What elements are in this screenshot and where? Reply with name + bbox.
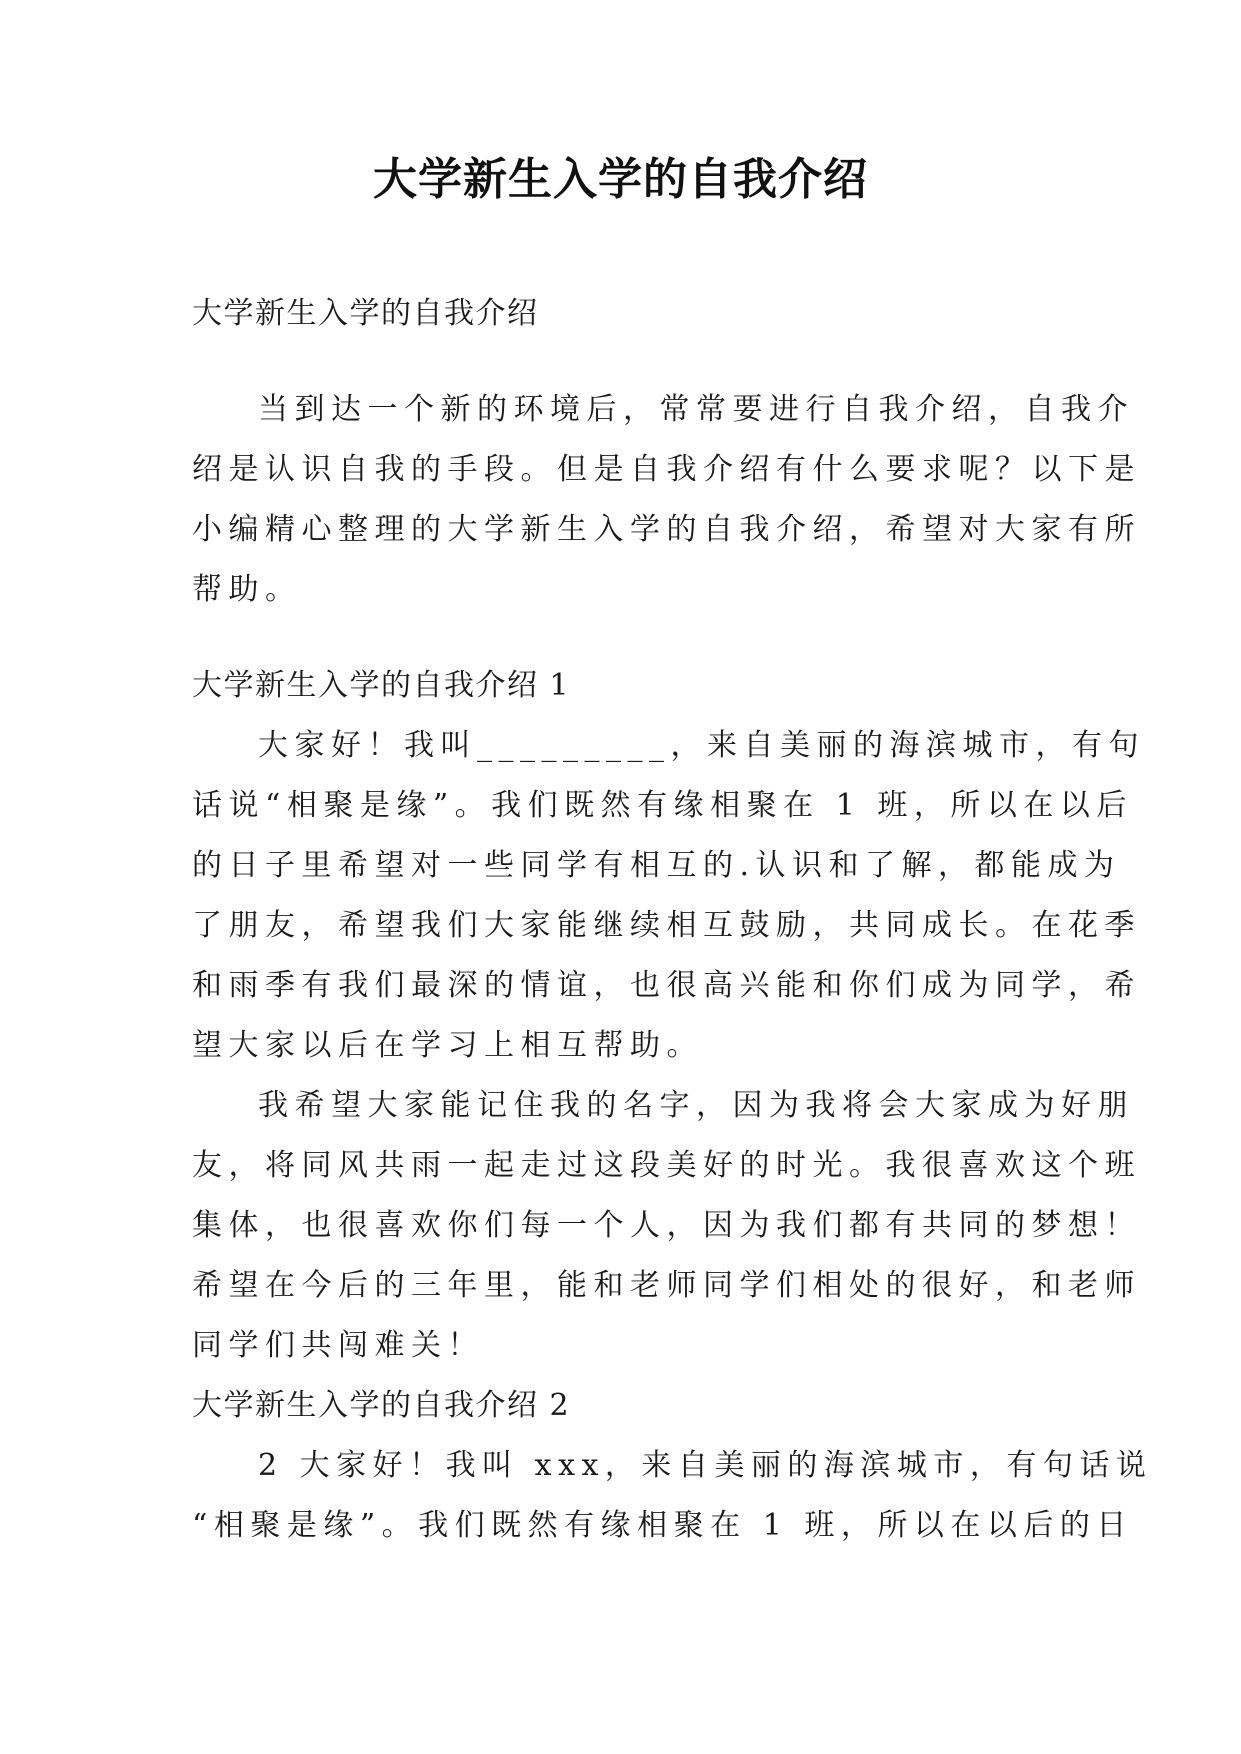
section-2-heading: 大学新生入学的自我介绍 2: [192, 1388, 571, 1423]
paragraph-line: 大家好！我叫_________，来自美丽的海滨城市，有句: [258, 728, 1145, 763]
spacer: [192, 620, 1054, 656]
paragraph-line: 的日子里希望对一些同学有相互的.认识和了解，都能成为: [192, 848, 1121, 883]
paragraph-line: 同学们共闯难关！: [192, 1328, 484, 1363]
paragraph-line: 了朋友，希望我们大家能继续相互鼓励，共同成长。在花季: [192, 908, 1141, 943]
document-body: [192, 284, 1153, 1556]
paragraph-line: 希望在今后的三年里，能和老师同学们相处的很好，和老师: [192, 1268, 1141, 1303]
paragraph-line: 友，将同风共雨一起走过这段美好的时光。我很喜欢这个班: [192, 1148, 1141, 1183]
paragraph-line: “相聚是缘”。我们既然有缘相聚在 1 班，所以在以后的日: [192, 1508, 1133, 1543]
section-2-paragraph-1: [192, 1436, 1153, 1556]
intro-paragraph: [192, 380, 1141, 620]
paragraph-line: 话说“相聚是缘”。我们既然有缘相聚在 1 班，所以在以后: [192, 788, 1133, 823]
intro-line: 当到达一个新的环境后，常常要进行自我介绍，自我介: [258, 392, 1134, 427]
document-title: 大学新生入学的自我介绍: [373, 154, 868, 205]
intro-line: 帮助。: [192, 572, 302, 607]
paragraph-line: 2 大家好！我叫 xxx，来自美丽的海滨城市，有句话说: [258, 1448, 1153, 1483]
paragraph-line: 我希望大家能记住我的名字，因为我将会大家成为好朋: [258, 1088, 1134, 1123]
section-1-paragraph-1: [192, 716, 1145, 1076]
section-1-paragraph-2: [192, 1076, 1141, 1376]
intro-line: 绍是认识自我的手段。但是自我介绍有什么要求呢？以下是: [192, 452, 1141, 487]
paragraph-line: 望大家以后在学习上相互帮助。: [192, 1028, 703, 1063]
section-1-heading: 大学新生入学的自我介绍 1: [192, 668, 571, 703]
paragraph-line: 和雨季有我们最深的情谊，也很高兴能和你们成为同学，希: [192, 968, 1141, 1003]
intro-line: 小编精心整理的大学新生入学的自我介绍，希望对大家有所: [192, 512, 1141, 547]
document-subtitle: 大学新生入学的自我介绍: [192, 296, 539, 331]
spacer: [192, 344, 1054, 380]
paragraph-line: 集体，也很喜欢你们每一个人，因为我们都有共同的梦想！: [192, 1208, 1141, 1243]
